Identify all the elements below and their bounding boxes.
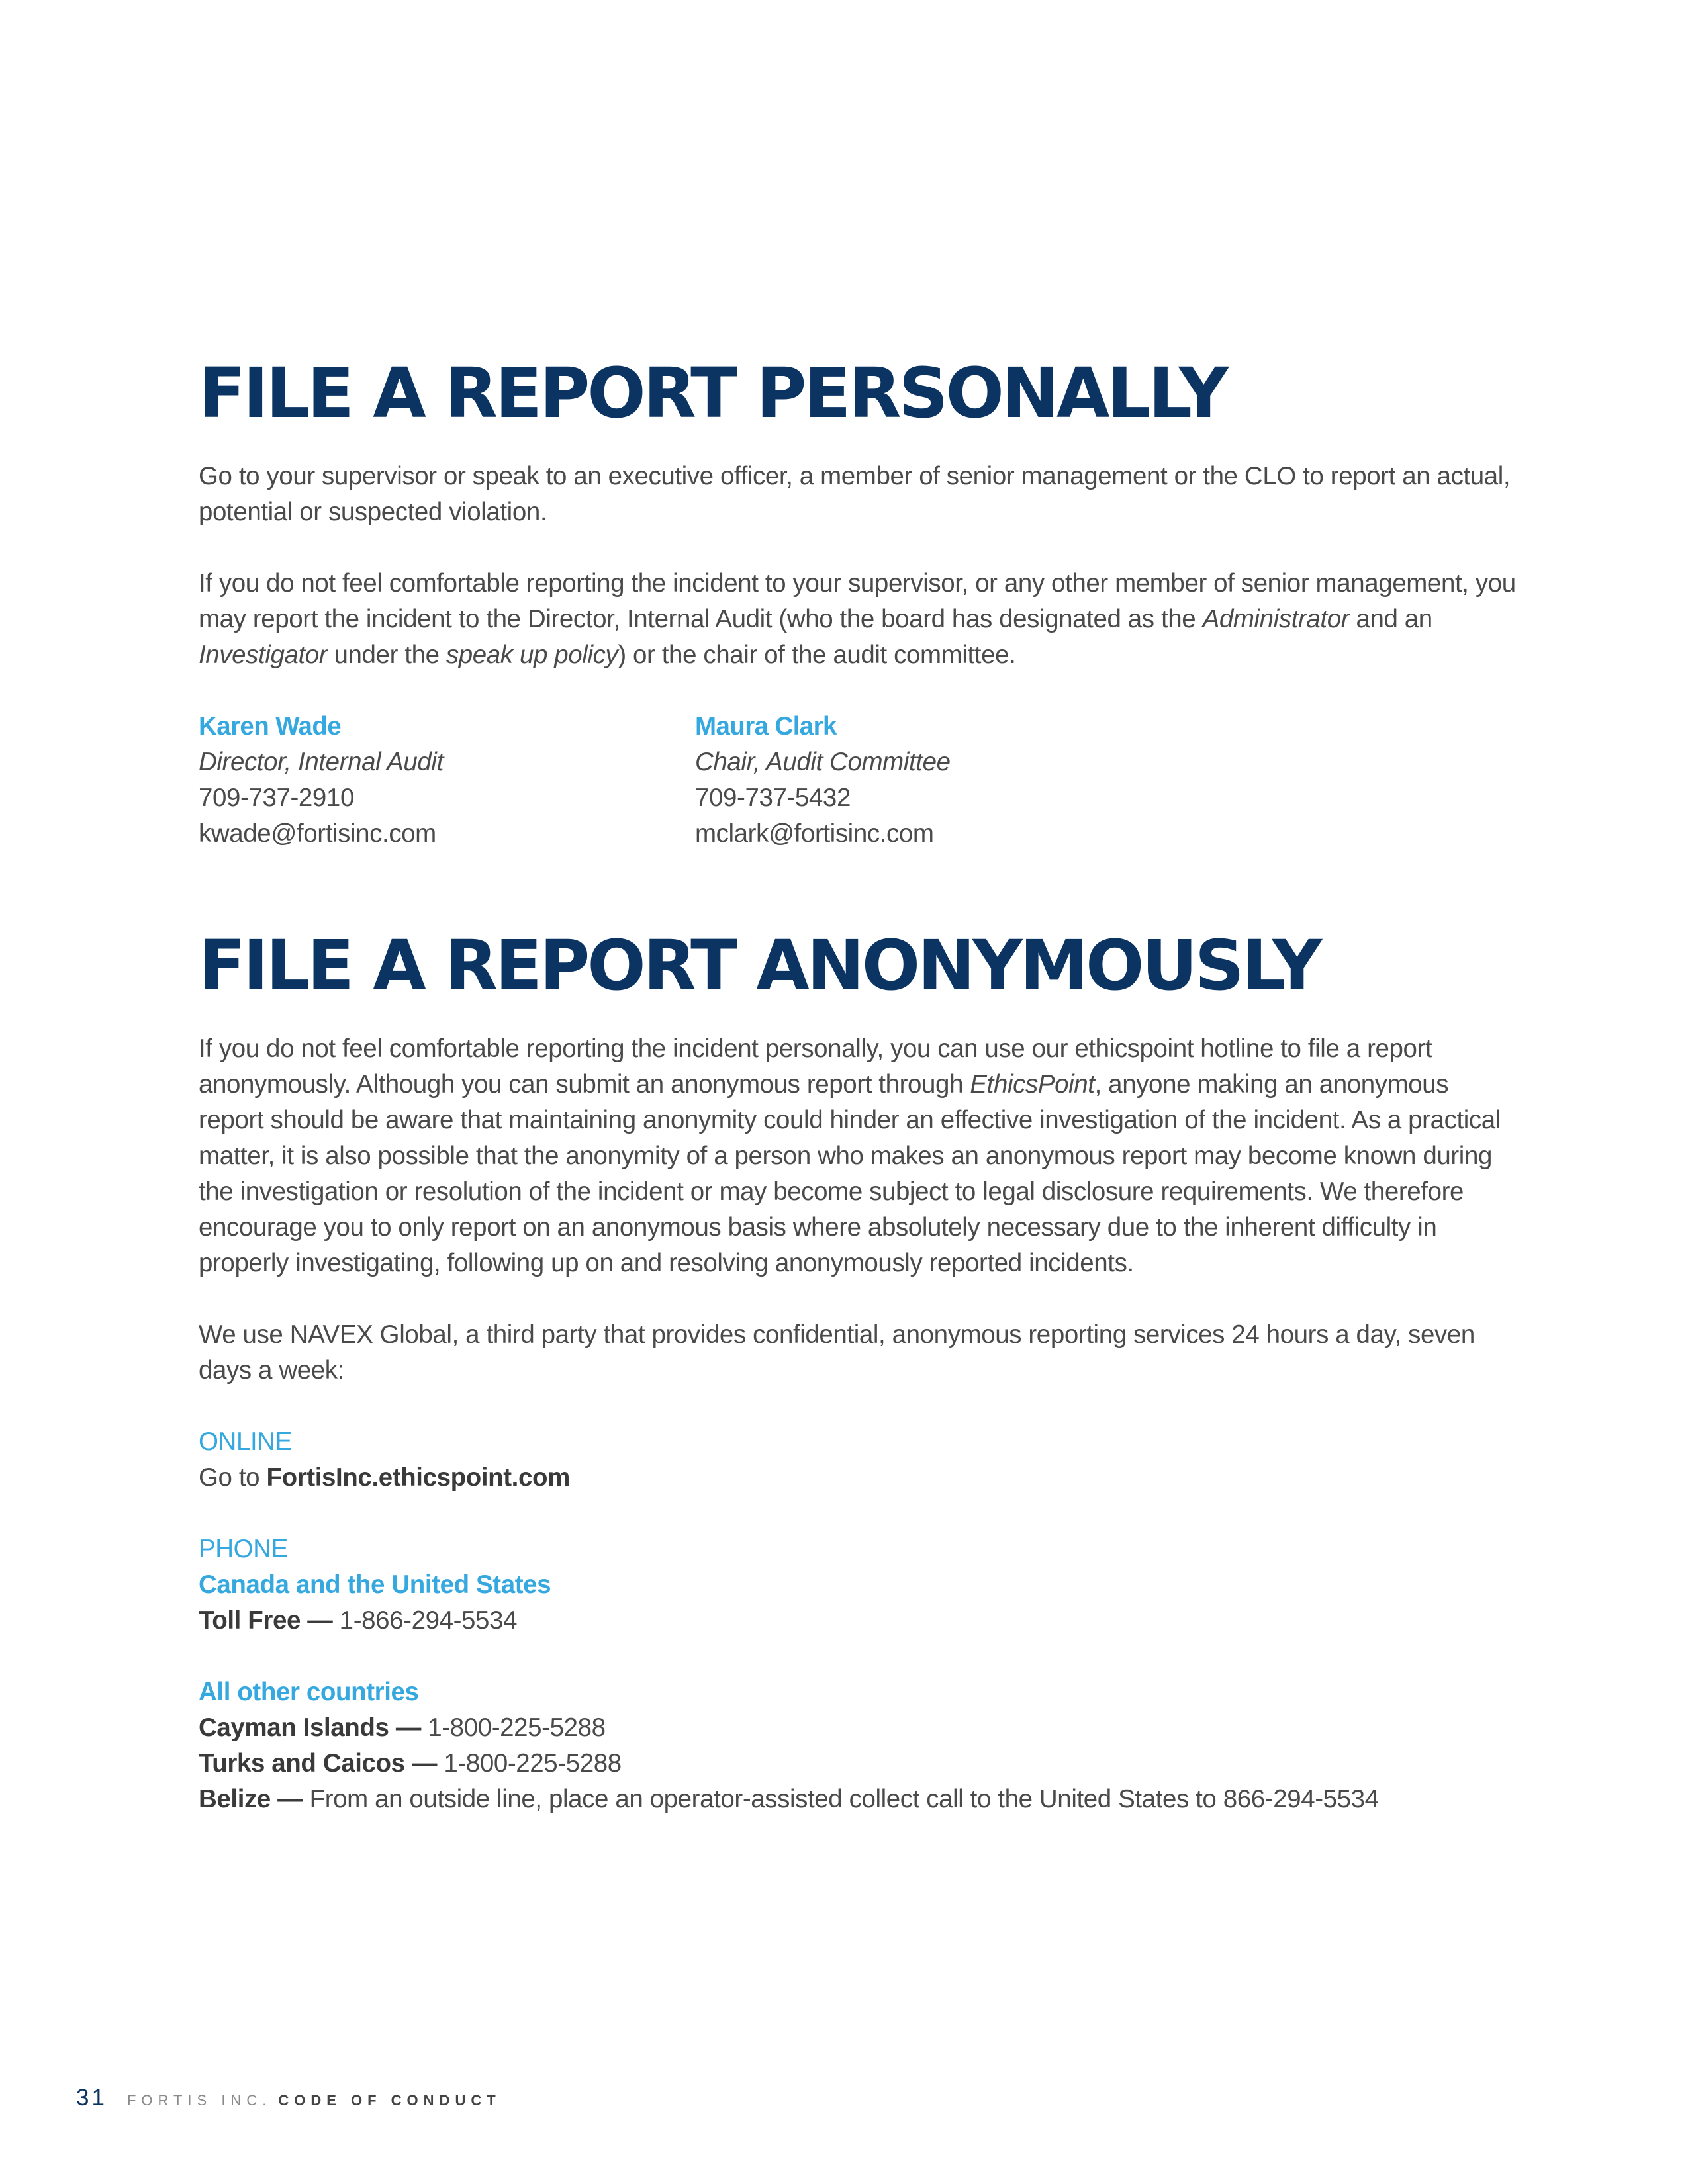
toll-free-number: 1-866-294-5534 [332,1606,518,1635]
country-line-turks-caicos [199,1746,1516,1782]
online-instruction [199,1460,1516,1496]
personal-escalation-text-4: ) or the chair of the audit committee. [618,641,1016,670]
term-investigator: Investigator [199,641,328,670]
country-name: Turks and Caicos — [199,1749,438,1778]
contact-title: Chair, Audit Committee [695,748,951,777]
contact-email[interactable]: kwade@fortisinc.com [199,819,436,848]
anonymous-intro-paragraph [199,1031,1516,1281]
term-ethicspoint: EthicsPoint [970,1070,1095,1099]
navex-paragraph: We use NAVEX Global, a third party that provides confidential, anonymous reporting services 24 hours a day, seven days a week: [199,1320,1475,1385]
term-speak-up-policy: speak up policy [445,641,618,670]
personal-escalation-paragraph [199,566,1516,673]
personal-escalation-text-1: If you do not feel comfortable reporting the incident to your supervisor, or any other member of senior management, you may report the incident to the Director, Internal Audit (who the board has designated as the [199,569,1516,634]
other-countries-section [199,1674,1516,1817]
personal-escalation-text-3: under the [327,641,446,670]
phone-label: PHONE [199,1535,288,1564]
contacts [199,709,1516,852]
contact-email[interactable]: mclark@fortisinc.com [695,819,934,848]
contact-karen-wade [199,709,695,852]
personal-escalation-text-2: and an [1349,605,1432,634]
anonymous-intro-text-2: , anyone making an anonymous report should be aware that maintaining anonymity could hinder an effective investigation of the incident. As a practical matter, it is also possible that the anonymity of a person who makes an anonymous report may become known during the investigation or resolution of the incident or may become subject to legal disclosure requirements. We therefore encourage you to only report on an anonymous basis where absolutely necessary due to the inherent difficulty in properly investigating, following up on and resolving anonymously reported incidents. [199,1070,1501,1278]
region-canada-us: Canada and the United States [199,1570,551,1600]
footer-document-title: CODE OF CONDUCT [278,2092,501,2109]
page-footer [76,2085,501,2111]
anonymous-intro-text-1: If you do not feel comfortable reporting the incident personally, you can use our ethicspoint hotline to file a report anonymously. Although you can submit an anonymous report through [199,1034,1432,1099]
country-detail: From an outside line, place an operator-assisted collect call to the United States to 866-294-5534 [303,1785,1379,1814]
country-name: Belize — [199,1785,303,1814]
country-name: Cayman Islands — [199,1713,421,1743]
contact-title: Director, Internal Audit [199,748,444,777]
online-section [199,1424,1516,1496]
country-line-belize [199,1782,1516,1817]
country-line-cayman [199,1710,1516,1746]
personal-intro-paragraph: Go to your supervisor or speak to an executive officer, a member of senior management or the CLO to report an actual, potential or suspected violation. [199,462,1511,527]
region-other-countries: All other countries [199,1678,419,1707]
country-detail: 1-800-225-5288 [437,1749,622,1778]
contact-name: Karen Wade [199,712,342,741]
toll-free-label: Toll Free — [199,1606,333,1635]
phone-section [199,1531,1516,1639]
online-prefix: Go to [199,1463,267,1492]
ethicspoint-link[interactable]: FortisInc.ethicspoint.com [266,1463,570,1492]
page-number: 31 [76,2085,107,2111]
heading-file-report-personally: FILE A REPORT PERSONALLY [199,353,1227,433]
contact-name: Maura Clark [695,712,837,741]
heading-file-report-anonymously: FILE A REPORT ANONYMOUSLY [199,925,1320,1007]
page-content [199,353,1516,1817]
contact-phone: 709-737-5432 [695,784,851,813]
term-administrator: Administrator [1202,605,1350,634]
online-label: ONLINE [199,1428,292,1457]
contact-maura-clark [695,709,1192,852]
footer-company: FORTIS INC. [126,2092,272,2109]
country-detail: 1-800-225-5288 [420,1713,606,1743]
contact-phone: 709-737-2910 [199,784,354,813]
toll-free-line [199,1603,1516,1639]
